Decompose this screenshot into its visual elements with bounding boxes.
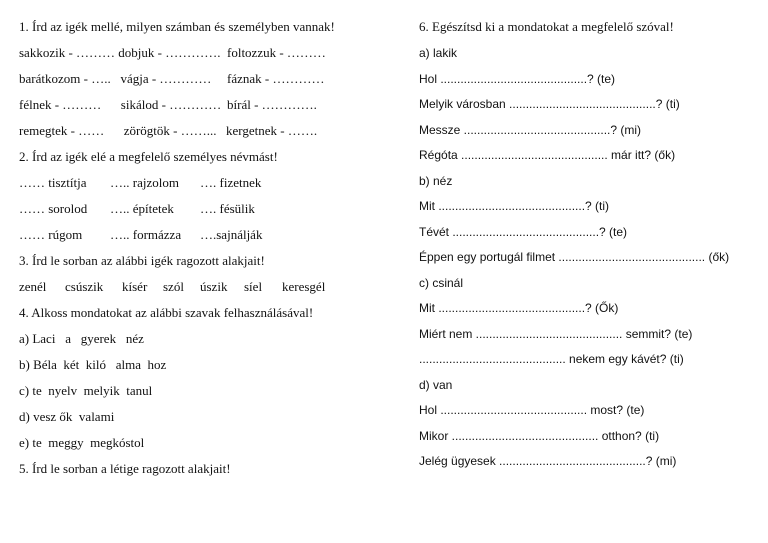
exercise-1-cell: fáznak - ………… xyxy=(227,71,325,86)
exercise-6-title: 6. Egészítsd ki a mondatokat a megfelelő szóval! xyxy=(419,19,674,34)
exercise-3-title: 3. Írd le sorban az alábbi igék ragozott alakjait! xyxy=(19,253,265,268)
exercise-3-word: zenél xyxy=(19,279,47,294)
exercise-1-cell: kergetnek - ……. xyxy=(226,123,318,138)
exercise-3-word: csúszik xyxy=(65,279,104,294)
exercise-4-item: b) Béla két kiló alma hoz xyxy=(19,357,167,372)
exercise-3-word: úszik xyxy=(200,279,228,294)
exercise-6-line: Éppen egy portugál filmet ............................................ (ők) xyxy=(419,250,730,264)
exercise-3-word-list xyxy=(19,279,349,423)
exercise-6-line: Messze ............................................? (mi) xyxy=(419,123,642,137)
exercise-2-cell: …… sorolod xyxy=(19,201,88,216)
exercise-1-cell: foltozzuk - ……… xyxy=(227,45,326,60)
exercise-2-cell: ….sajnálják xyxy=(200,227,263,242)
exercise-5-title: 5. Írd le sorban a létige ragozott alakjait! xyxy=(19,461,231,476)
exercise-2-cell: …… rúgom xyxy=(19,227,83,242)
exercise-6-line: Melyik városban ............................................? (ti) xyxy=(419,97,680,111)
exercise-3-word: síel xyxy=(244,279,263,294)
exercise-6-line: Mit ............................................? (Ők) xyxy=(419,301,619,315)
exercise-1-cell: félnek - ……… sikálod - ………… xyxy=(19,97,222,112)
exercise-4-title: 4. Alkoss mondatokat az alábbi szavak felhasználásával! xyxy=(19,305,314,320)
exercise-6-line: Miért nem ............................................ semmit? (te) xyxy=(419,327,693,341)
exercise-6-line: Tévét ............................................? (te) xyxy=(419,225,628,239)
exercise-6-line: ............................................ nekem egy kávét? (ti) xyxy=(419,352,684,366)
exercise-2-cell: …… tisztítja xyxy=(19,175,87,190)
exercise-3-word: kísér xyxy=(122,279,148,294)
exercise-2-cell: ….. építetek xyxy=(110,201,174,216)
exercise-3-word: keresgél xyxy=(282,279,326,294)
exercise-1-cell: bírál - …………. xyxy=(227,97,317,112)
exercise-1-cell: barátkozom - ….. vágja - ………… xyxy=(19,71,212,86)
exercise-6-line: Hol ............................................? (te) xyxy=(419,72,616,86)
exercise-4-item: d) vesz ők valami xyxy=(19,409,115,424)
exercise-6-line: Mikor ............................................ otthon? (ti) xyxy=(419,429,660,443)
exercise-2-cell: ….. formázza xyxy=(110,227,182,242)
exercise-3-word: szól xyxy=(163,279,184,294)
exercise-6-line: Mit ............................................? (ti) xyxy=(419,199,610,213)
exercise-6-line: Hol ............................................ most? (te) xyxy=(419,403,645,417)
exercise-2-cell: ….. rajzolom xyxy=(110,175,179,190)
exercise-1-cell: sakkozik - ……… dobjuk - …………. xyxy=(19,45,221,60)
exercise-6-line: b) néz xyxy=(419,174,453,188)
exercise-2-cell: …. fizetnek xyxy=(200,175,262,190)
exercise-4-item: e) te meggy megkóstol xyxy=(19,435,145,450)
exercise-6-line: Régóta ............................................ már itt? (ők) xyxy=(419,148,676,162)
exercise-4-item: c) te nyelv melyik tanul xyxy=(19,383,153,398)
exercise-6-line: Jelég ügyesek ............................................? (mi) xyxy=(419,454,677,468)
exercise-1-cell: remegtek - …… zörögtök - ……... xyxy=(19,123,217,138)
exercise-6-line: a) lakik xyxy=(419,46,458,60)
exercise-2-title: 2. Írd az igék elé a megfelelő személyes névmást! xyxy=(19,149,278,164)
exercise-1-title: 1. Írd az igék mellé, milyen számban és személyben vannak! xyxy=(19,19,335,34)
exercise-6-line: d) van xyxy=(419,378,453,392)
exercise-4-item: a) Laci a gyerek néz xyxy=(19,331,144,346)
exercise-2-cell: …. fésülik xyxy=(200,201,255,216)
exercise-6-line: c) csinál xyxy=(419,276,464,290)
